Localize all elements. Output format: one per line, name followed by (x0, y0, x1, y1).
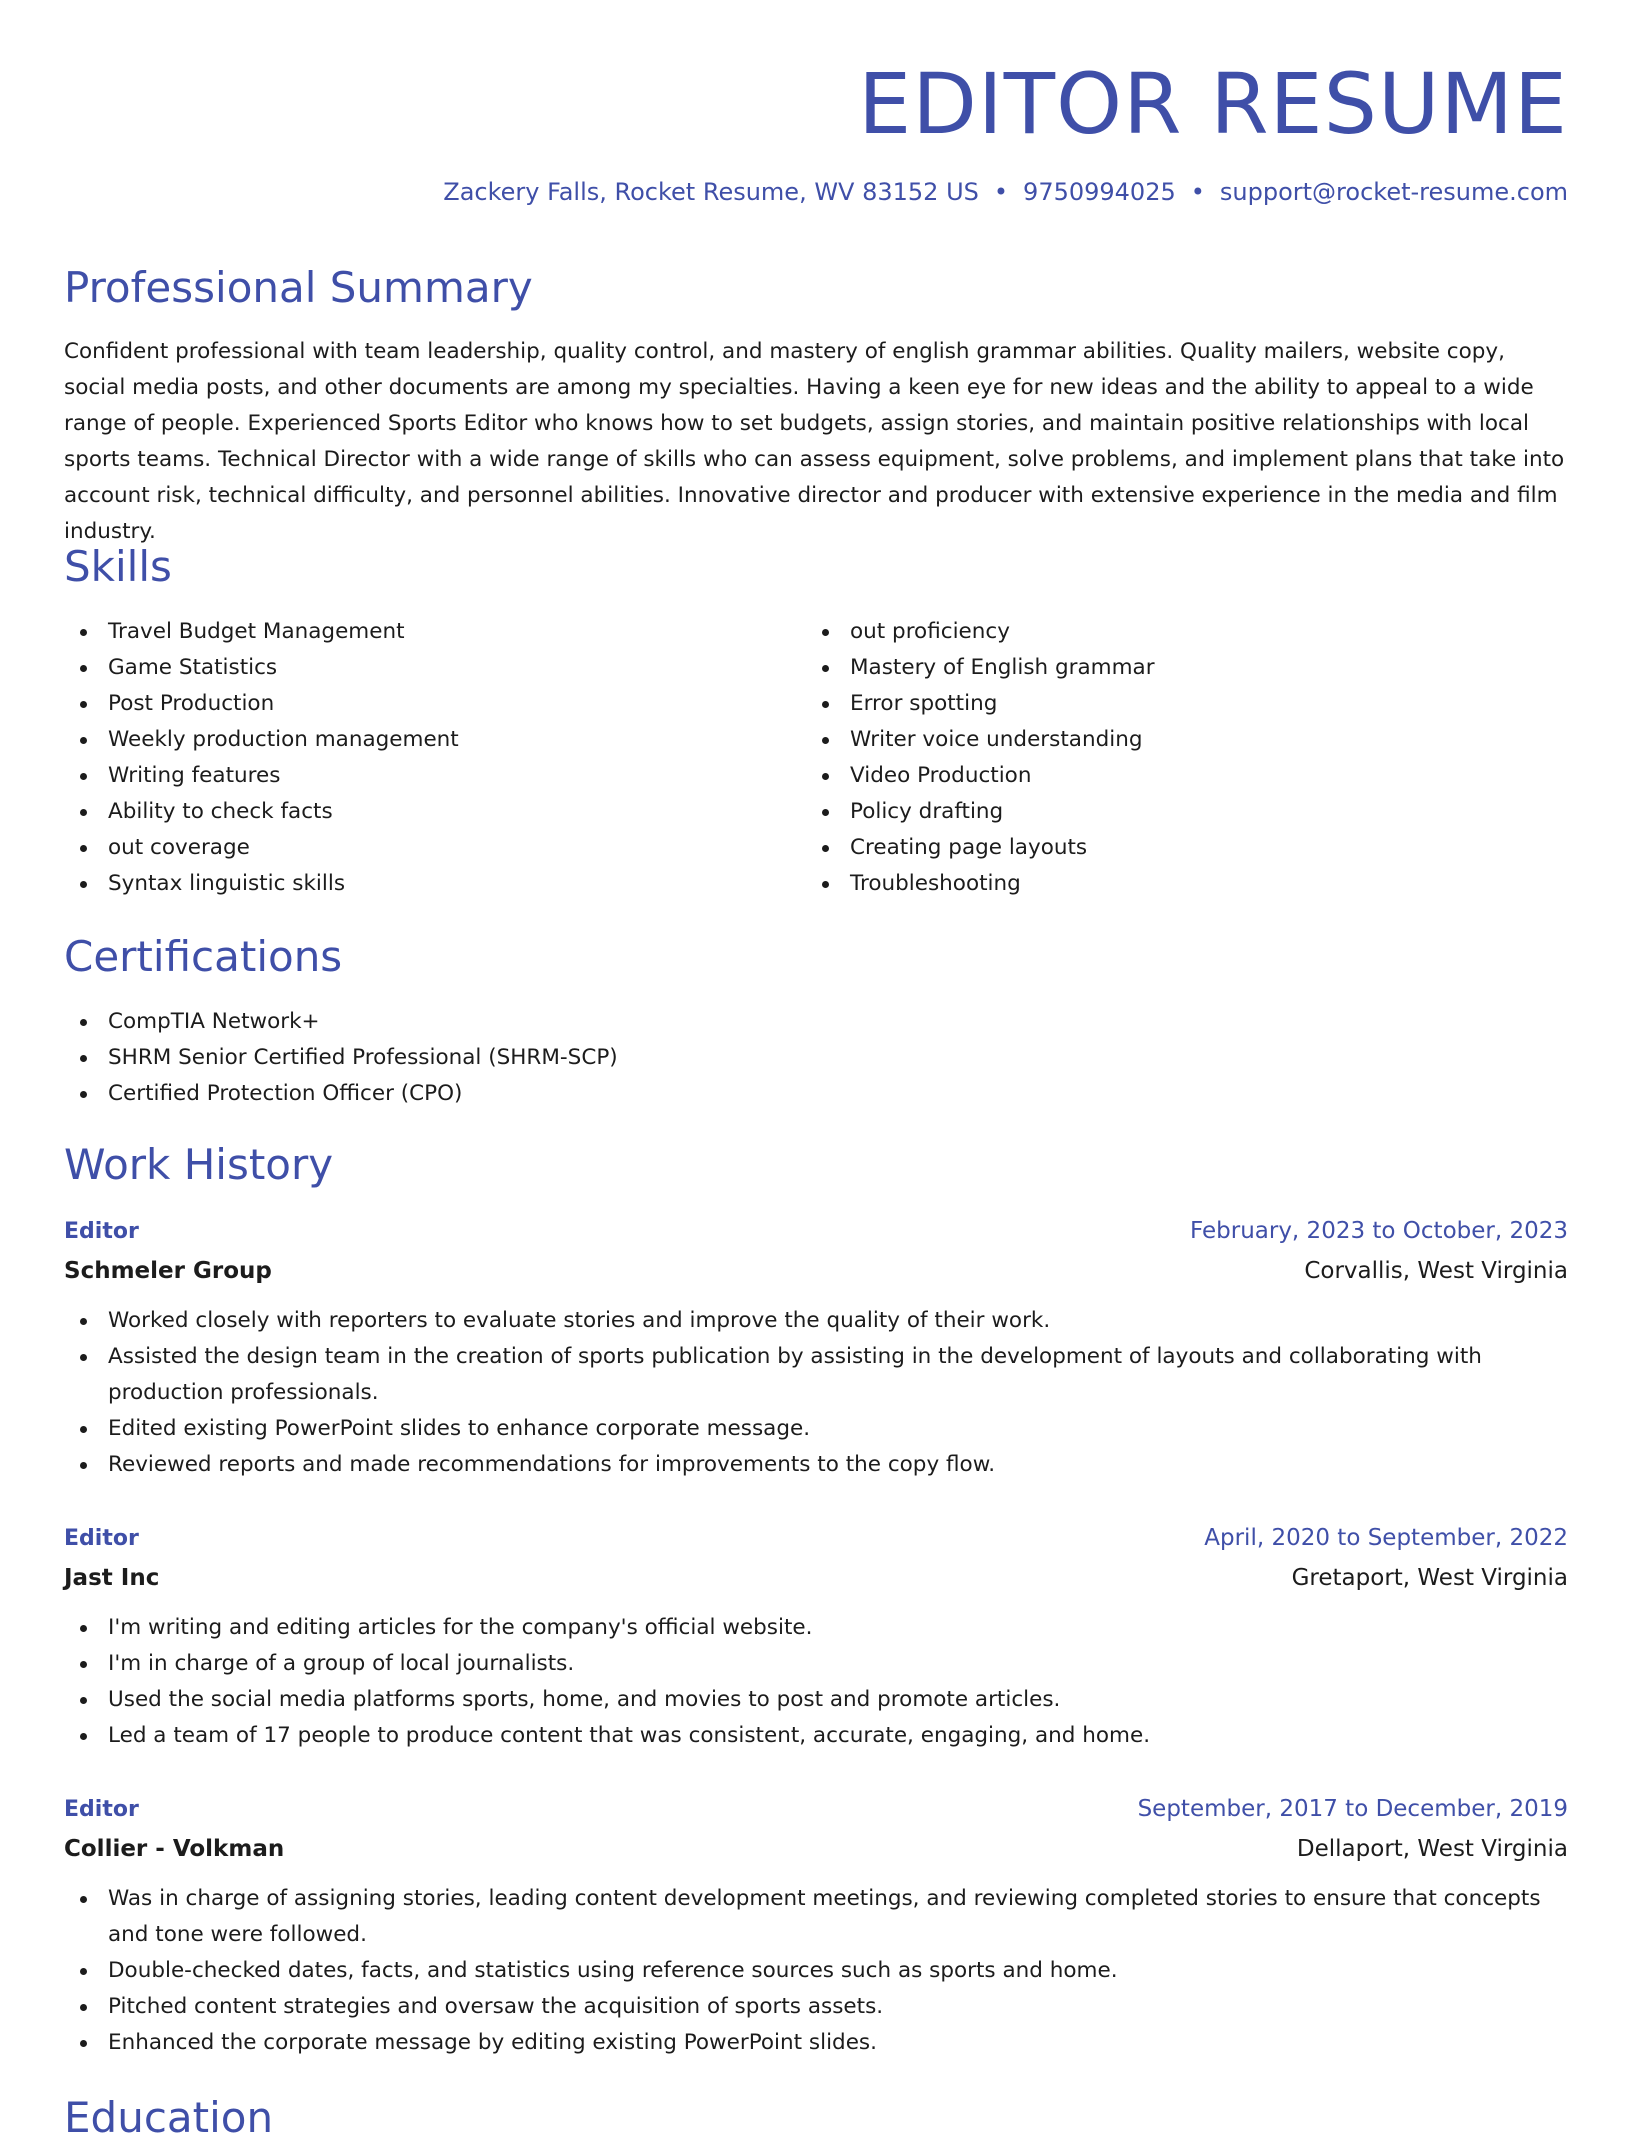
job-bullet: I'm in charge of a group of local journalists. (64, 1646, 1568, 1682)
contact-phone: 9750994025 (1023, 178, 1176, 206)
skill-item: Policy drafting (806, 794, 1506, 830)
job-dates: September, 2017 to December, 2019 (1137, 1796, 1568, 1822)
job-entry (64, 1212, 1568, 1483)
skill-item: Creating page layouts (806, 830, 1506, 866)
job-location: Corvallis, West Virginia (1304, 1258, 1568, 1284)
job-bullet: Pitched content strategies and oversaw the acquisition of sports assets. (64, 1989, 1568, 2025)
skill-item: Mastery of English grammar (806, 650, 1506, 686)
job-bullet: Led a team of 17 people to produce content that was consistent, accurate, engaging, and home. (64, 1718, 1568, 1754)
section-title-summary: Professional Summary (64, 263, 533, 312)
skills-list-right (806, 614, 1506, 902)
skill-item: Ability to check facts (64, 794, 764, 830)
job-bullet: Used the social media platforms sports, home, and movies to post and promote articles. (64, 1682, 1568, 1718)
certification-item: SHRM Senior Certified Professional (SHRM-SCP) (64, 1040, 1064, 1076)
job-location: Gretaport, West Virginia (1291, 1565, 1568, 1591)
job-dates: April, 2020 to September, 2022 (1204, 1525, 1568, 1551)
certification-item: CompTIA Network+ (64, 1004, 1064, 1040)
skill-item: Weekly production management (64, 722, 764, 758)
skill-item: Error spotting (806, 686, 1506, 722)
job-title: Editor (64, 1219, 139, 1244)
contact-address: Zackery Falls, Rocket Resume, WV 83152 US (443, 178, 979, 206)
skill-item: Post Production (64, 686, 764, 722)
certification-item: Certified Protection Officer (CPO) (64, 1076, 1064, 1112)
contact-separator: • (993, 178, 1009, 206)
section-title-work-history: Work History (64, 1140, 334, 1189)
skill-item: out proficiency (806, 614, 1506, 650)
skill-item: out coverage (64, 830, 764, 866)
job-bullet: Double-checked dates, facts, and statistics using reference sources such as sports and home. (64, 1953, 1568, 1989)
skills-column-right (806, 614, 1506, 902)
skill-item: Video Production (806, 758, 1506, 794)
contact-email: support@rocket-resume.com (1219, 178, 1568, 206)
section-title-skills: Skills (64, 542, 172, 591)
job-company: Collier - Volkman (64, 1836, 285, 1862)
job-title: Editor (64, 1526, 139, 1551)
skills-list-left (64, 614, 764, 902)
section-title-education: Education (64, 2093, 274, 2142)
skill-item: Writer voice understanding (806, 722, 1506, 758)
skill-item: Travel Budget Management (64, 614, 764, 650)
job-location: Dellaport, West Virginia (1296, 1836, 1568, 1862)
certifications-list-wrap (64, 1004, 1064, 1112)
job-bullet-list (64, 1881, 1568, 2061)
skill-item: Writing features (64, 758, 764, 794)
job-entry (64, 1790, 1568, 2061)
certifications-list (64, 1004, 1064, 1112)
job-bullet-list (64, 1610, 1568, 1754)
skill-item: Syntax linguistic skills (64, 866, 764, 902)
job-bullet: Worked closely with reporters to evaluate stories and improve the quality of their work. (64, 1303, 1568, 1339)
job-bullet: I'm writing and editing articles for the company's official website. (64, 1610, 1568, 1646)
summary-text: Confident professional with team leadership, quality control, and mastery of english grammar abilities. Quality mailers, website copy, social media posts, and other documents are among my specialties. Having a keen eye for new ideas and the ability to appeal to a wide range of people. Experienced Sports Editor who knows how to set budgets, assign stories, and maintain positive relationships with local sports teams. Technical Director with a wide range of skills who can assess equipment, solve problems, and implement plans that take into account risk, technical difficulty, and personnel abilities. Innovative director and producer with extensive experience in the media and film industry. (64, 339, 1565, 544)
resume-title: EDITOR RESUME (858, 55, 1568, 153)
job-bullet: Enhanced the corporate message by editing existing PowerPoint slides. (64, 2025, 1568, 2061)
job-title: Editor (64, 1797, 139, 1822)
job-bullet: Assisted the design team in the creation of sports publication by assisting in the development of layouts and collaborating with production professionals. (64, 1339, 1568, 1411)
job-bullet: Was in charge of assigning stories, leading content development meetings, and reviewing completed stories to ensure that concepts and tone were followed. (64, 1881, 1568, 1953)
job-dates: February, 2023 to October, 2023 (1190, 1218, 1568, 1244)
job-company: Jast Inc (64, 1565, 160, 1591)
skill-item: Game Statistics (64, 650, 764, 686)
job-bullet-list (64, 1303, 1568, 1483)
contact-separator: • (1190, 178, 1205, 206)
job-bullet: Reviewed reports and made recommendations for improvements to the copy flow. (64, 1447, 1568, 1483)
skills-column-left (64, 614, 764, 902)
contact-line (443, 176, 1568, 208)
job-bullet: Edited existing PowerPoint slides to enhance corporate message. (64, 1411, 1568, 1447)
section-title-certifications: Certifications (64, 932, 343, 981)
skill-item: Troubleshooting (806, 866, 1506, 902)
job-company: Schmeler Group (64, 1258, 272, 1284)
job-entry (64, 1519, 1568, 1754)
